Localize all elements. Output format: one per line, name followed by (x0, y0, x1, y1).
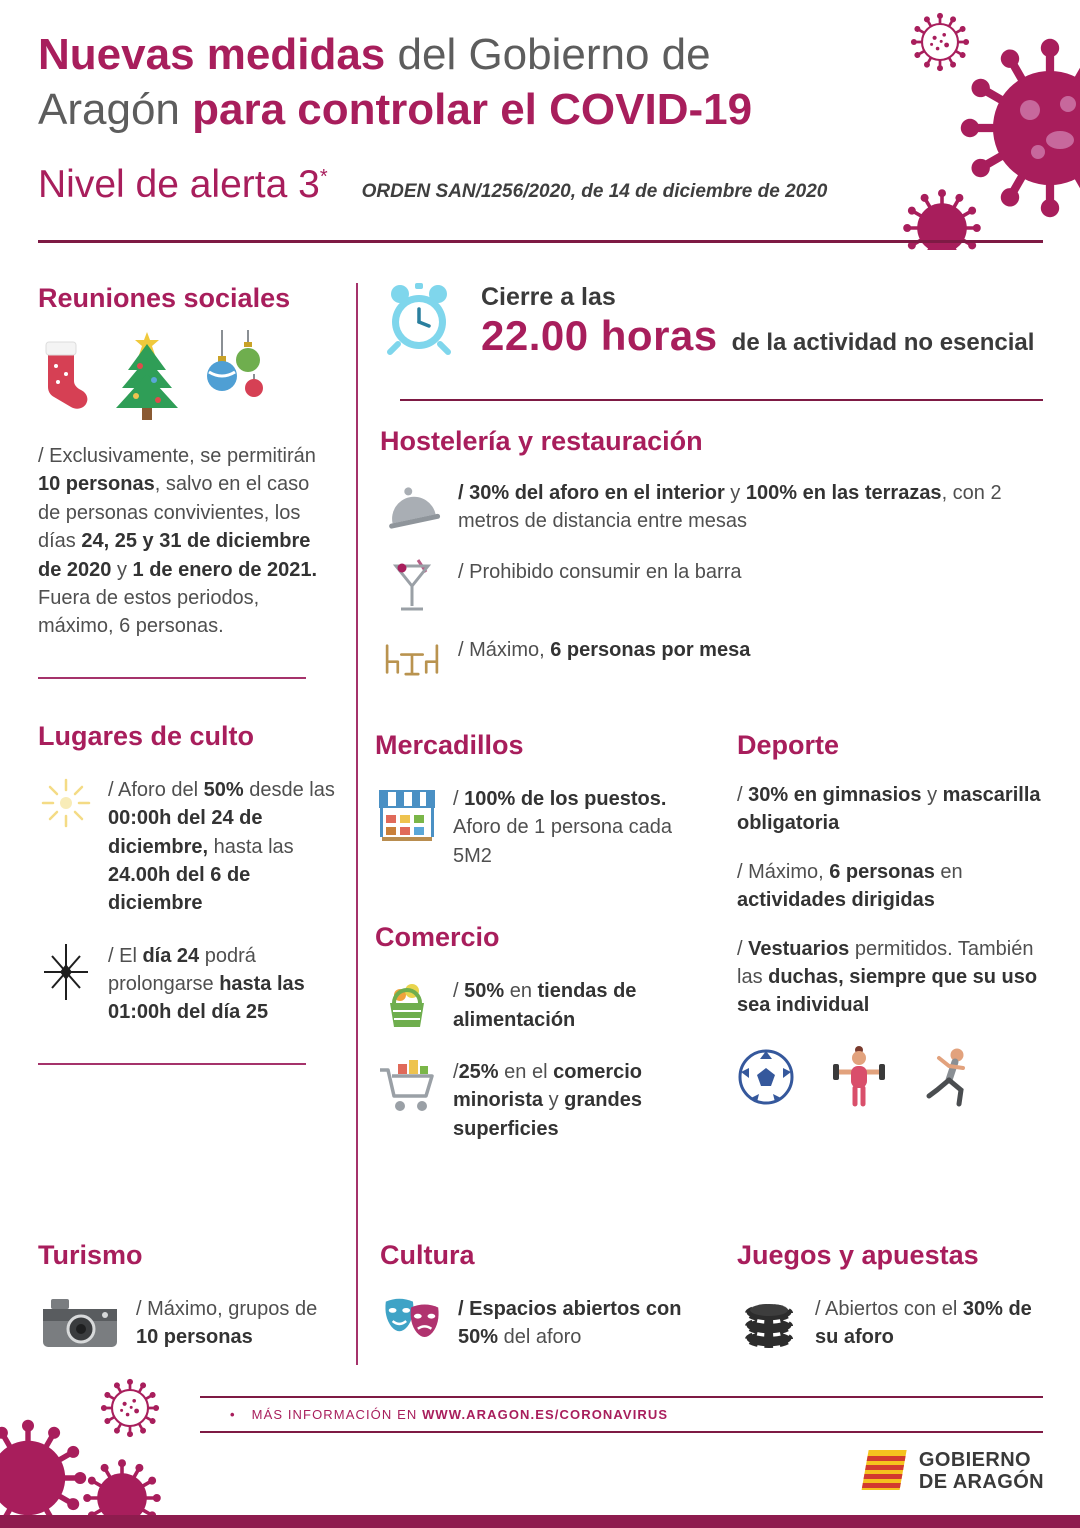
section-cultura (380, 1240, 710, 1352)
order-reference: ORDEN SAN/1256/2020, de 14 de diciembre de 2020 (361, 181, 828, 203)
closure-suffix: de la actividad no esencial (731, 329, 1035, 356)
section-divider (38, 677, 306, 679)
candle-glow-icon (38, 776, 94, 830)
bottom-color-bar (0, 1515, 1080, 1528)
hosteleria-item-text: / 30% del aforo en el interior y 100% en las terrazas, con 2 metros de distancia entre mesas (458, 482, 1002, 533)
closure-divider (400, 399, 1043, 401)
footer-info-strip (200, 1396, 1043, 1433)
culto-item-text: / Aforo del 50% desde las 00:00h del 24 de diciembre, hasta las 24.00h del 6 de diciembre (108, 778, 335, 915)
reuniones-body: / Exclusivamente, se permitirán 10 personas, salvo en el caso de personas convivientes, los días 24, 25 y 31 de diciembre de 2020 y 1 de enero de 2021. Fuera de estos periodos, máximo, 6 personas. (38, 445, 318, 638)
list-item (38, 776, 335, 918)
serving-cloche-icon (380, 479, 444, 531)
theater-masks-icon (380, 1295, 444, 1349)
coronavirus-illustration-top (900, 0, 1080, 250)
section-divider (38, 1063, 306, 1065)
section-hosteleria (380, 426, 1044, 682)
juegos-item-text: / Abiertos con el 30% de su aforo (815, 1298, 1032, 1349)
list-item (380, 479, 1044, 536)
alert-asterisk: * (319, 166, 328, 189)
logo-line-1: GOBIERNO (918, 1449, 1032, 1471)
closure-time: 22.00 horas (481, 312, 718, 359)
culto-item-text: / El día 24 podrá prolongarse hasta las 01:00h del día 25 (108, 944, 305, 1024)
alert-level: Nivel de alerta 3* (38, 163, 328, 207)
closure-intro: Cierre a las (481, 283, 616, 311)
header (38, 28, 888, 207)
reuniones-heading: Reuniones sociales (38, 283, 291, 313)
comercio-item-text: / 50% en tiendas de alimentación (453, 980, 637, 1031)
alarm-clock-icon (383, 281, 455, 355)
footer-bullet: • (230, 1407, 236, 1422)
market-stall-icon (375, 785, 439, 843)
cultura-item-text: / Espacios abiertos con 50% del aforo (458, 1298, 682, 1349)
baubles-icon (204, 330, 268, 422)
logo-line-2: DE ARAGÓN (918, 1471, 1044, 1493)
mercadillos-item-text: / 100% de los puestos. Aforo de 1 persona cada 5M2 (453, 788, 673, 867)
right-column (737, 730, 1043, 1108)
camera-icon (38, 1295, 122, 1349)
vertical-divider (356, 283, 358, 1365)
culto-heading: Lugares de culto (38, 720, 255, 751)
title-line-2: Aragón para controlar el COVID-19 (38, 84, 753, 134)
list-item (380, 636, 1044, 682)
coronavirus-illustration-bottom (0, 1378, 210, 1528)
deporte-item-text: / 30% en gimnasios y mascarilla obligatoria (737, 784, 1041, 835)
juegos-heading: Juegos y apuestas (737, 1240, 979, 1270)
section-juegos (737, 1240, 1043, 1352)
star-icon (38, 942, 94, 1002)
middle-column (375, 730, 707, 1143)
sports-icons-row (737, 1046, 1043, 1108)
list-item (38, 1295, 340, 1352)
list-item (38, 942, 335, 1027)
list-item (375, 977, 707, 1034)
deporte-heading: Deporte (737, 730, 840, 760)
comercio-heading: Comercio (375, 922, 500, 953)
logo-text (919, 1449, 1044, 1493)
list-item (380, 1295, 710, 1352)
list-item (380, 558, 1044, 614)
christmas-icons-row (38, 330, 335, 422)
shopping-cart-icon (375, 1058, 439, 1116)
poker-chips-icon (737, 1295, 801, 1351)
soccer-ball-icon (737, 1048, 795, 1106)
stocking-icon (38, 338, 90, 422)
grocery-basket-icon (375, 977, 439, 1033)
hosteleria-heading: Hostelería y restauración (380, 426, 703, 456)
title-line-1: Nuevas medidas del Gobierno de (38, 30, 711, 79)
cocktail-icon (380, 558, 444, 614)
left-column (38, 283, 335, 1065)
mercadillos-heading: Mercadillos (375, 730, 524, 760)
turismo-heading: Turismo (38, 1240, 143, 1270)
footer-info-text: MÁS INFORMACIÓN EN WWW.ARAGON.ES/CORONAVIRUS (251, 1407, 669, 1422)
comercio-item-text: /25% en el comercio minorista y grandes superficies (453, 1060, 643, 1140)
table-chairs-icon (380, 636, 444, 682)
hosteleria-item-text: / Prohibido consumir en la barra (458, 560, 742, 583)
hosteleria-item-text: / Máximo, 6 personas por mesa (458, 638, 751, 661)
turismo-item-text: / Máximo, grupos de 10 personas (136, 1298, 318, 1349)
list-item (375, 1058, 707, 1143)
aragon-flag-icon (857, 1448, 909, 1494)
deporte-item-text: / Máximo, 6 personas en actividades dirigidas (737, 860, 963, 912)
closure-section (383, 281, 1034, 360)
list-item (737, 1295, 1043, 1352)
deporte-item-text: / Vestuarios permitidos. También las duchas, siempre que su uso sea individual (737, 937, 1038, 1017)
page-title (38, 28, 888, 137)
weightlifting-icon (831, 1046, 887, 1108)
christmas-tree-icon (110, 330, 184, 422)
cultura-heading: Cultura (380, 1240, 475, 1270)
list-item (375, 785, 707, 870)
gobierno-aragon-logo (857, 1448, 1044, 1494)
running-icon (923, 1046, 977, 1108)
header-divider (38, 240, 1043, 243)
section-turismo (38, 1240, 340, 1352)
